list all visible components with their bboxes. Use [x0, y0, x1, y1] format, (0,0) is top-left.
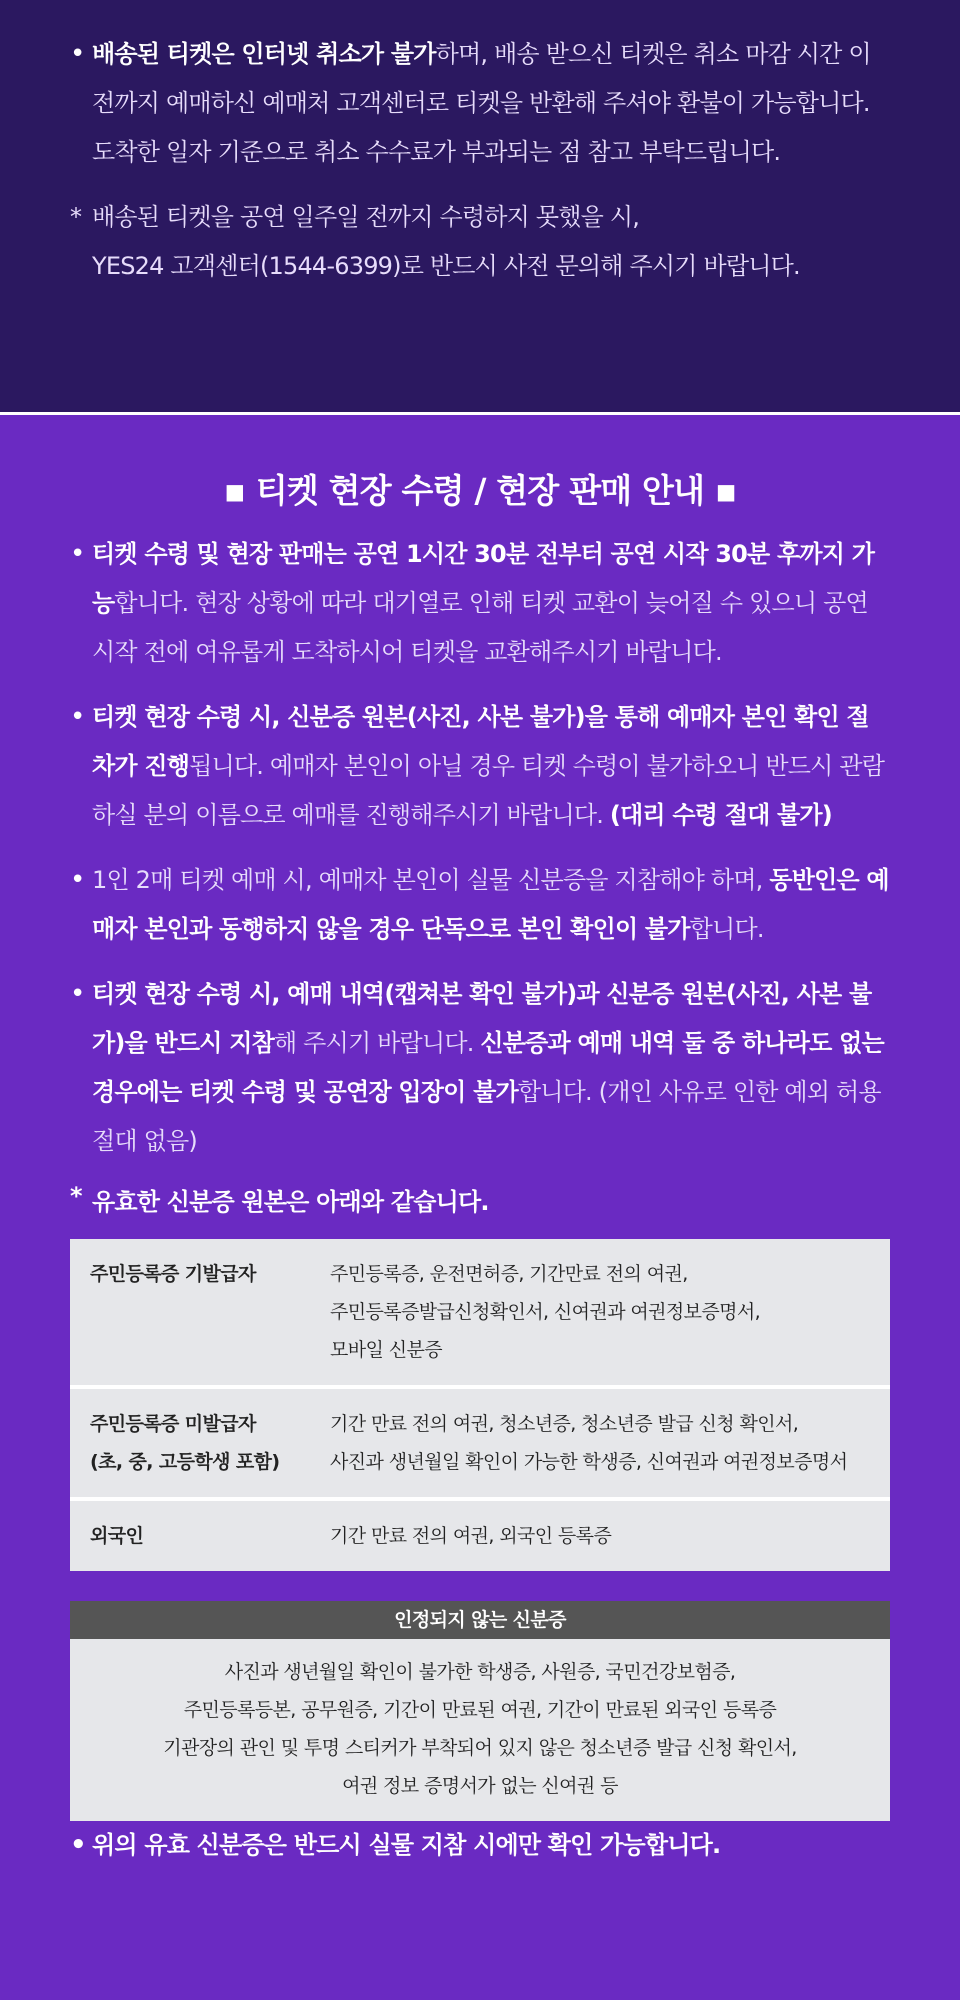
- bullet-text: 해 주시기 바랍니다.: [273, 1029, 481, 1057]
- invalid-id-line: 여권 정보 증명서가 없는 신여권 등: [342, 1775, 618, 1797]
- table-row: [70, 1239, 890, 1387]
- id-items: [310, 1499, 890, 1571]
- list-item: [70, 530, 890, 677]
- bullet-bold: 동반인은 예매자 본인과 동행하지 않을 경우 단독으로 본인 확인이 불가: [92, 866, 889, 943]
- bullet-text: 1인 2매 티켓 예매 시, 예매자 본인이 실물 신분증을 지참해야 하며,: [92, 866, 770, 894]
- id-category-line: 주민등록증 기발급자: [90, 1263, 256, 1285]
- id-category: [70, 1387, 310, 1499]
- table-row: [70, 1499, 890, 1571]
- id-items-line: 주민등록증발급신청확인서, 신여권과 여권정보증명서,: [330, 1301, 761, 1323]
- invalid-id-box: [70, 1601, 890, 1821]
- bottom-bullet-list: [70, 1821, 890, 1870]
- id-category-line: 주민등록증 미발급자: [90, 1413, 256, 1435]
- id-items-line: 모바일 신분증: [330, 1339, 442, 1361]
- list-item: [70, 693, 890, 840]
- delivery-cancel-bullet: [70, 30, 890, 177]
- id-items-line: 사진과 생년월일 확인이 가능한 학생증, 신여권과 여권정보증명서: [330, 1451, 848, 1473]
- bullet-bold: 티켓 현장 수령 시, 예매 내역(캡쳐본 확인 불가)과 신분증 원본(사진, 사본 불가)을 반드시 지참: [92, 980, 872, 1057]
- heading-asterisk: *: [70, 1182, 82, 1210]
- invalid-id-title: 인정되지 않는 신분증: [70, 1601, 890, 1639]
- bullet-bold: 티켓 수령 및 현장 판매는 공연 1시간 30분 전부터 공연 시작 30분 후까지 가능: [92, 540, 875, 617]
- bullet-bold: 티켓 현장 수령 시, 신분증 원본(사진, 사본 불가)을 통해 예매자 본인 확인 절차가 진행: [92, 703, 869, 780]
- bullet-text: 됩니다. 예매자 본인이 아닐 경우 티켓 수령이 불가하오니 반드시 관람하실 분의 이름으로 예매를 진행해주시기 바랍니다.: [92, 752, 885, 829]
- onsite-bullet-list: [70, 530, 890, 1166]
- bullet-text: 합니다.: [689, 915, 764, 943]
- bullet-text: 합니다. 현장 상황에 따라 대기열로 인해 티켓 교환이 늦어질 수 있으니 공연 시작 전에 여유롭게 도착하시어 티켓을 교환해주시기 바랍니다.: [92, 589, 868, 666]
- bullet-text: 합니다. (개인 사유로 인한 예외 허용 절대 없음): [92, 1078, 881, 1155]
- id-items-line: 기간 만료 전의 여권, 외국인 등록증: [330, 1525, 612, 1547]
- id-items: [310, 1239, 890, 1387]
- delivery-notice-section: [0, 0, 960, 415]
- note-asterisk: *: [70, 203, 82, 231]
- invalid-id-line: 주민등록등본, 공무원증, 기간이 만료된 여권, 기간이 만료된 외국인 등록증: [183, 1699, 777, 1721]
- list-item: • 위의 유효 신분증은 반드시 실물 지참 시에만 확인 가능합니다.: [70, 1821, 890, 1870]
- delivery-bullet-list: [70, 30, 890, 177]
- id-items-line: 기간 만료 전의 여권, 청소년증, 청소년증 발급 신청 확인서,: [330, 1413, 799, 1435]
- id-category-line: 외국인: [90, 1525, 144, 1547]
- id-items: [310, 1387, 890, 1499]
- invalid-id-line: 사진과 생년월일 확인이 불가한 학생증, 사원증, 국민건강보험증,: [224, 1661, 736, 1683]
- onsite-pickup-section: [0, 415, 960, 1997]
- list-item: [70, 970, 890, 1166]
- delivery-note: [70, 193, 890, 291]
- bullet-bold: (대리 수령 절대 불가): [609, 801, 832, 829]
- valid-id-table: [70, 1239, 890, 1571]
- list-item: [70, 856, 890, 954]
- table-row: [70, 1387, 890, 1499]
- invalid-id-list: [70, 1639, 890, 1821]
- id-category: [70, 1239, 310, 1387]
- delivery-cancel-text: 하며, 배송 받으신 티켓은 취소 마감 시간 이전까지 예매하신 예매처 고객센터로 티켓을 반환해 주셔야 환불이 가능합니다. 도착한 일자 기준으로 취소 수수료가 부과되는 점 참고 부탁드립니다.: [92, 40, 871, 166]
- id-category: [70, 1499, 310, 1571]
- valid-id-heading: [70, 1182, 890, 1217]
- note-line-1: 배송된 티켓을 공연 일주일 전까지 수령하지 못했을 시,: [92, 203, 640, 231]
- valid-id-heading-text: 유효한 신분증 원본은 아래와 같습니다.: [92, 1188, 489, 1216]
- id-items-line: 주민등록증, 운전면허증, 기간만료 전의 여권,: [330, 1263, 688, 1285]
- note-line-2: YES24 고객센터(1544-6399)로 반드시 사전 문의해 주시기 바랍니다.: [92, 252, 800, 280]
- section-title: ▪ 티켓 현장 수령 / 현장 판매 안내 ▪: [223, 471, 737, 510]
- delivery-cancel-bold: 배송된 티켓은 인터넷 취소가 불가: [92, 40, 436, 68]
- bullet-bold: 신분증과 예매 내역 둘 중 하나라도 없는 경우에는 티켓 수령 및 공연장 입장이 불가: [92, 1029, 884, 1106]
- id-category-line: (초, 중, 고등학생 포함): [90, 1451, 280, 1473]
- invalid-id-line: 기관장의 관인 및 투명 스티커가 부착되어 있지 않은 청소년증 발급 신청 확인서,: [163, 1737, 797, 1759]
